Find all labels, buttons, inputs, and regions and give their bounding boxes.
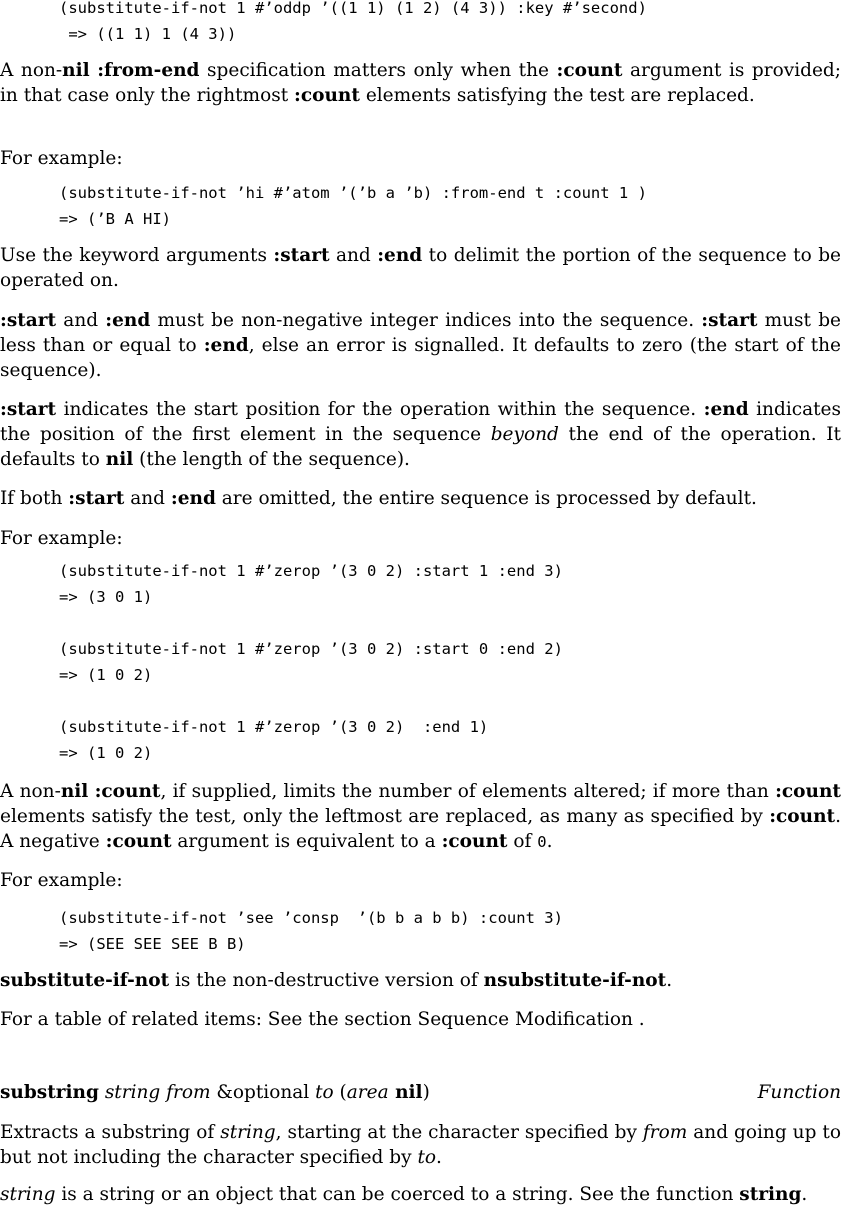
code-example-from-end	[59, 180, 647, 232]
paragraph-from-end: A non-nil :from-end specification matters only when the :count argument is provided; in that case only the rightmost :count elements satisfying the test are replaced.	[0, 60, 841, 106]
for-example-label: For example:	[0, 870, 123, 891]
code-line: (substitute-if-not 1 #’zerop ’(3 0 2) :start 1 :end 3)	[59, 562, 563, 580]
code-line: => (1 0 2)	[59, 666, 153, 684]
paragraph-both-omitted: If both :start and :end are omitted, the entire sequence is processed by default.	[0, 488, 757, 509]
code-example-count	[59, 905, 563, 957]
paragraph-non-destructive: substitute-if-not is the non-destructive version of nsubstitute-if-not.	[0, 970, 673, 991]
code-line: (substitute-if-not 1 #’oddp ’((1 1) (1 2) (4 3)) :key #’second)	[59, 0, 647, 17]
code-line: (substitute-if-not 1 #’zerop ’(3 0 2) :start 0 :end 2)	[59, 640, 563, 658]
paragraph-related-table: For a table of related items: See the section Sequence Modification .	[0, 1009, 645, 1030]
code-line: => (SEE SEE SEE B B)	[59, 935, 246, 953]
code-line: (substitute-if-not ’hi #’atom ’(’b a ’b) :from-end t :count 1 )	[59, 184, 647, 202]
for-example-label: For example:	[0, 148, 123, 169]
paragraph-count: A non-nil :count, if supplied, limits the number of elements altered; if more than :count elements satisfy the test, only the leftmost are replaced, as many as specified by :count. A negative :count argument is equivalent to a :count of 0.	[0, 781, 841, 852]
paragraph-keyword-args: Use the keyword arguments :start and :end to delimit the portion of the sequence to be operated on.	[0, 245, 841, 291]
code-line: => (1 0 2)	[59, 744, 153, 762]
code-line: => ((1 1) 1 (4 3))	[59, 25, 237, 43]
code-example-start-end	[59, 558, 563, 766]
paragraph-extracts: Extracts a substring of string, starting at the character specified by from and going up to but not including the character specified by to.	[0, 1122, 841, 1168]
code-line: (substitute-if-not 1 #’zerop ’(3 0 2) :end 1)	[59, 718, 489, 736]
code-line: => (’B A HI)	[59, 210, 171, 228]
paragraph-non-negative: :start and :end must be non-negative integer indices into the sequence. :start must be less than or equal to :end, else an error is signalled. It defaults to zero (the start of the sequence).	[0, 310, 841, 381]
for-example-label: For example:	[0, 528, 123, 549]
function-name: substring	[0, 1082, 99, 1103]
function-kind-label: Function	[757, 1082, 841, 1103]
paragraph-string-arg: string is a string or an object that can be coerced to a string. See the function string.	[0, 1184, 808, 1205]
code-line: (substitute-if-not ’see ’consp ’(b b a b b) :count 3)	[59, 909, 563, 927]
code-line: => (3 0 1)	[59, 588, 153, 606]
code-example-key-second	[59, 0, 647, 47]
function-header-substring: substring string from &optional to (area nil) Function	[0, 1082, 841, 1103]
paragraph-start-indicates: :start indicates the start position for the operation within the sequence. :end indicates the position of the first element in the sequence beyond the end of the operation. It defaults to nil (the length of the sequence).	[0, 399, 841, 470]
